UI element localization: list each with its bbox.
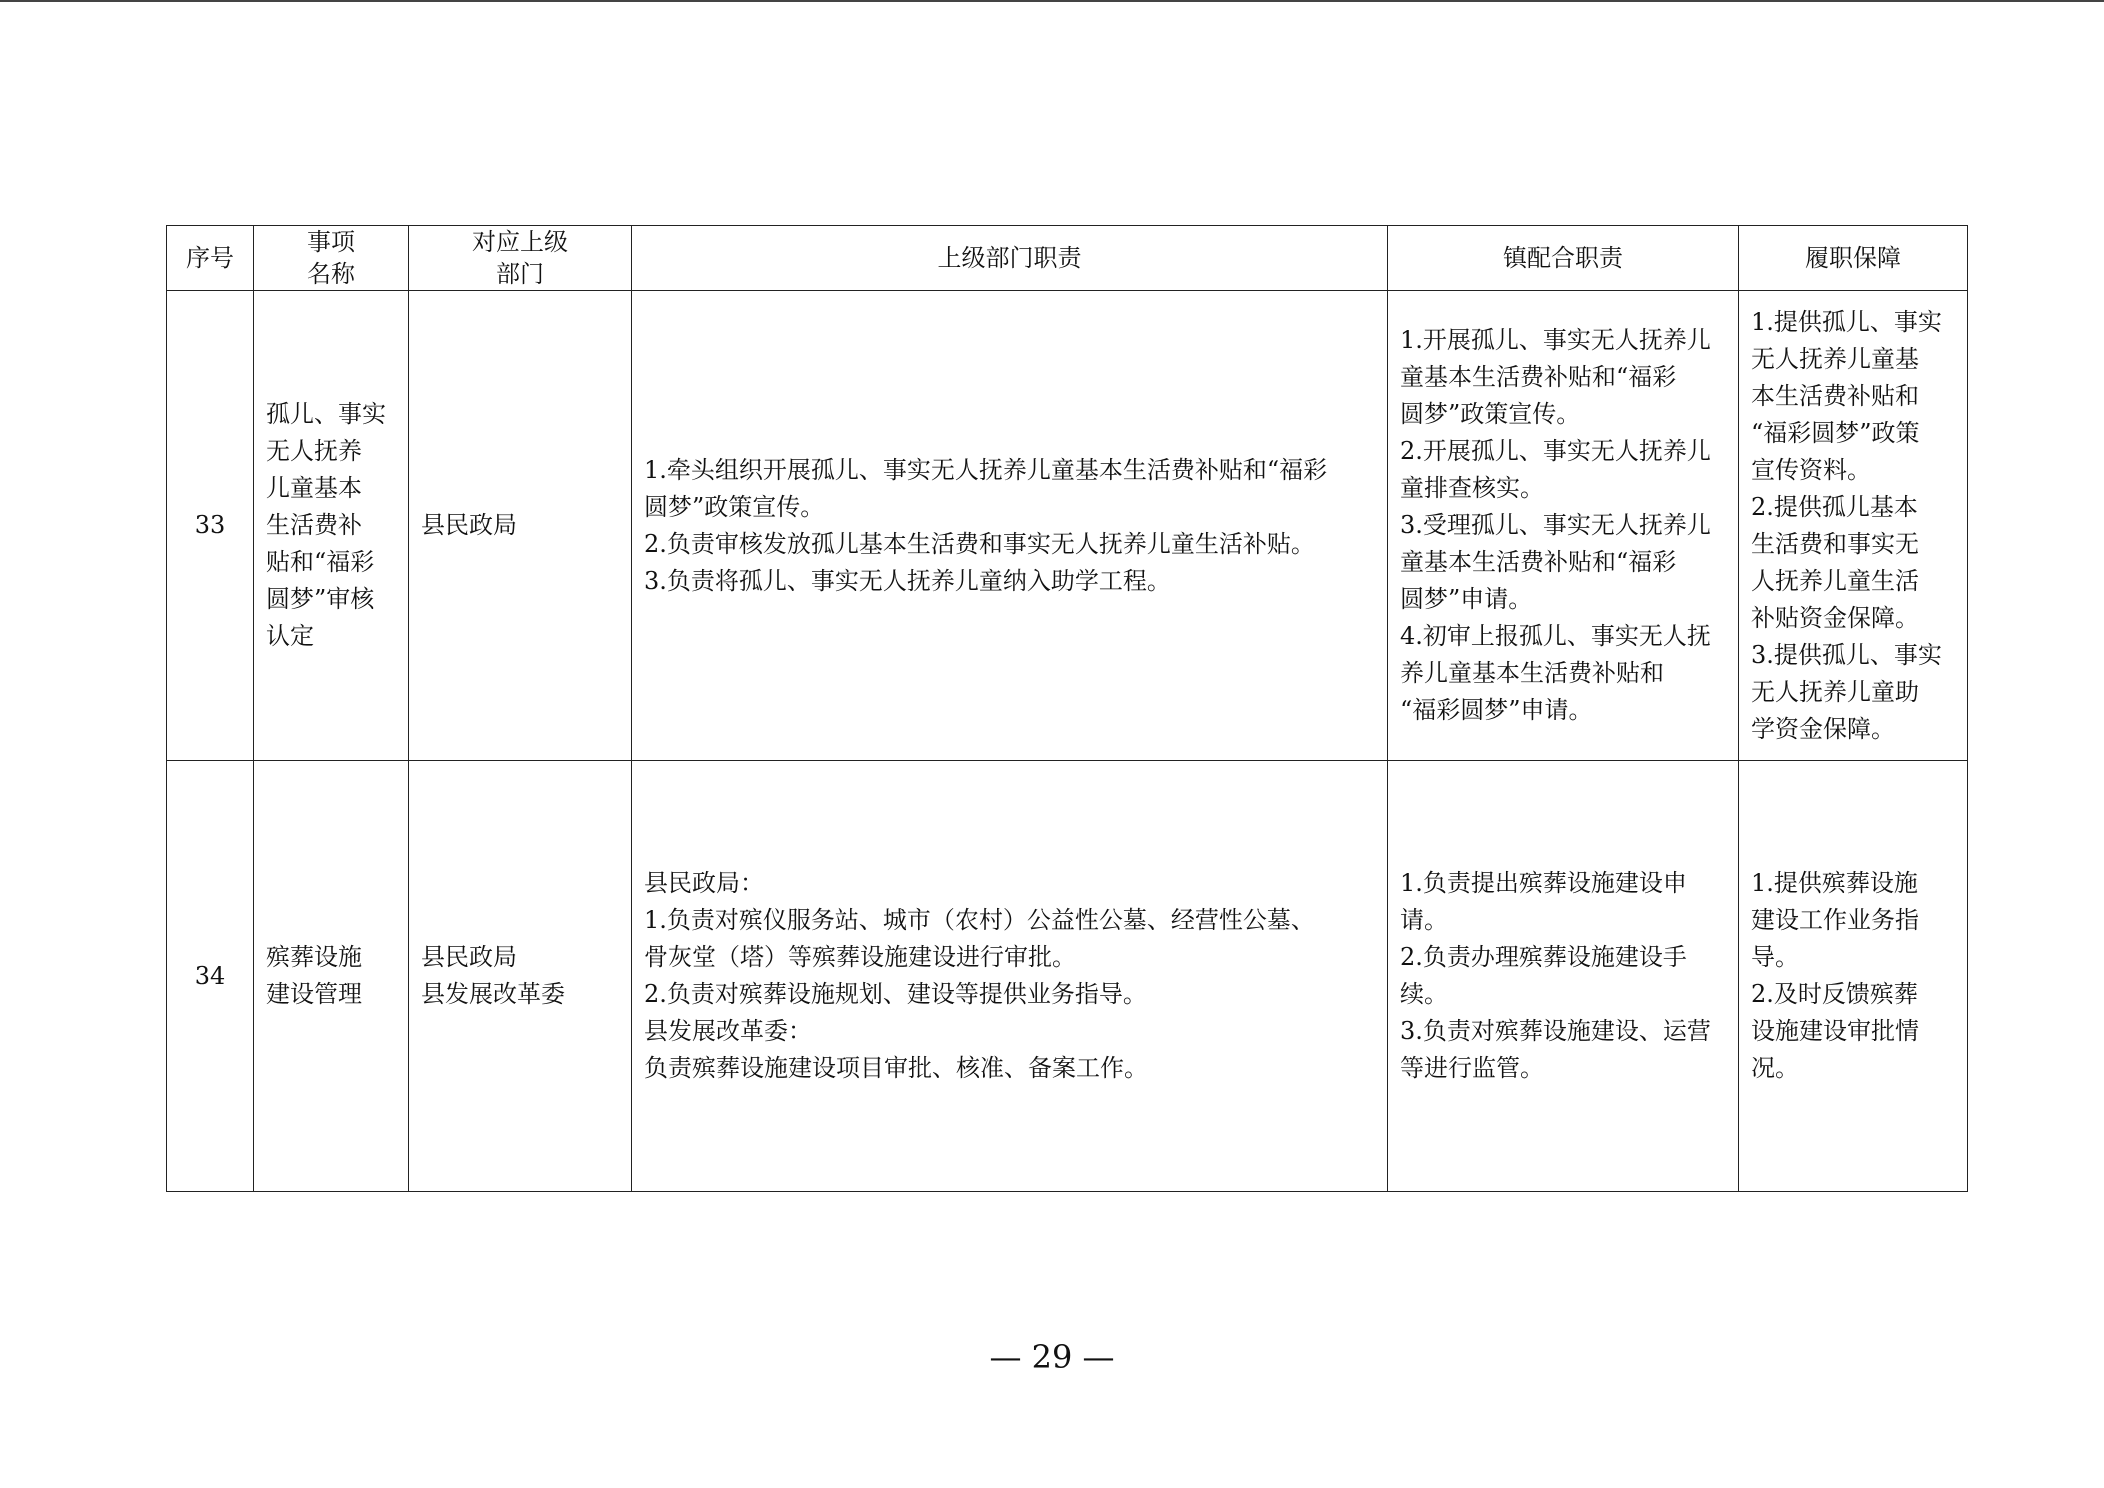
cell-text-line: 2.负责对殡葬设施规划、建设等提供业务指导。	[644, 980, 1147, 1008]
cell-text-line: 请。	[1400, 906, 1448, 934]
header-seq: 序号	[167, 226, 254, 291]
cell-text-line: 骨灰堂（塔）等殡葬设施建设进行审批。	[644, 943, 1076, 971]
cell-text-line: 圆梦”政策宣传。	[644, 492, 825, 521]
cell-text-line: 孤儿、事实	[266, 400, 386, 428]
cell-text-line: 1.提供殡葬设施	[1751, 869, 1918, 897]
cell-text-line: 童基本生活费补贴和“福彩	[1400, 363, 1677, 391]
header-item-line: 名称	[307, 260, 355, 288]
cell-text-line: 1.开展孤儿、事实无人抚养儿	[1400, 326, 1711, 354]
cell-text-line: 建设工作业务指	[1751, 906, 1919, 934]
cell-text-line: 无人抚养	[266, 437, 362, 465]
cell-text-line: 本生活费补贴和	[1751, 381, 1919, 410]
cell-text-line: 县民政局	[421, 943, 517, 971]
cell-guarantee	[1739, 291, 1968, 761]
cell-text-line: 贴和“福彩	[266, 548, 375, 576]
cell-text-line: 圆梦”政策宣传。	[1400, 400, 1581, 428]
cell-text-line: 负责殡葬设施建设项目审批、核准、备案工作。	[644, 1054, 1148, 1082]
cell-text-line: 设施建设审批情	[1751, 1017, 1919, 1045]
cell-item-name	[254, 291, 409, 761]
cell-text-line: 圆梦”申请。	[1400, 585, 1533, 613]
cell-text-line: 2.负责审核发放孤儿基本生活费和事实无人抚养儿童生活补贴。	[644, 529, 1315, 558]
cell-superior-duty	[632, 761, 1388, 1192]
cell-item-name	[254, 761, 409, 1192]
header-dept-line: 对应上级	[472, 228, 568, 256]
cell-text-line: 儿童基本	[266, 474, 362, 502]
cell-text-line: 1.负责对殡仪服务站、城市（农村）公益性公墓、经营性公墓、	[644, 906, 1315, 934]
cell-town-duty	[1388, 291, 1739, 761]
page-number: — 29 —	[989, 1338, 1115, 1376]
cell-seq: 33	[167, 291, 254, 761]
cell-superior-dept	[409, 291, 632, 761]
header-superior-dept	[409, 226, 632, 291]
cell-text-line: 4.初审上报孤儿、事实无人抚	[1400, 622, 1711, 650]
cell-text-line: 生活费和事实无	[1751, 529, 1919, 558]
cell-text-line: 县发展改革委	[421, 980, 565, 1008]
cell-text-line: 学资金保障。	[1751, 714, 1895, 743]
cell-text-line: 2.开展孤儿、事实无人抚养儿	[1400, 437, 1711, 465]
cell-text-line: 童基本生活费补贴和“福彩	[1400, 548, 1677, 576]
header-dept-line: 部门	[496, 260, 544, 288]
header-guarantee: 履职保障	[1739, 226, 1968, 291]
cell-text-line: 宣传资料。	[1751, 455, 1871, 484]
cell-text-line: 殡葬设施	[266, 943, 362, 971]
header-item-line: 事项	[307, 228, 355, 256]
cell-text-line: 认定	[266, 622, 314, 650]
duties-table	[166, 225, 1968, 1192]
cell-text-line: 无人抚养儿童基	[1751, 344, 1919, 373]
cell-text-line: 人抚养儿童生活	[1751, 566, 1919, 595]
table-body	[167, 291, 1968, 1192]
header-superior-duty: 上级部门职责	[632, 226, 1388, 291]
cell-text-line: 况。	[1751, 1054, 1799, 1082]
cell-text-line: 3.负责对殡葬设施建设、运营	[1400, 1017, 1711, 1045]
cell-text-line: 县发展改革委：	[644, 1017, 812, 1045]
table-header-row	[167, 226, 1968, 291]
cell-text-line: 县民政局	[421, 511, 517, 539]
cell-text-line: 2.提供孤儿基本	[1751, 492, 1918, 521]
cell-text-line: 建设管理	[266, 980, 362, 1008]
cell-text-line: 等进行监管。	[1400, 1054, 1544, 1082]
table-row	[167, 291, 1968, 761]
cell-town-duty	[1388, 761, 1739, 1192]
cell-text-line: 导。	[1751, 943, 1799, 971]
cell-text-line: 3.负责将孤儿、事实无人抚养儿童纳入助学工程。	[644, 566, 1171, 595]
table-row	[167, 761, 1968, 1192]
cell-text-line: “福彩圆梦”申请。	[1400, 696, 1593, 724]
cell-text-line: 3.受理孤儿、事实无人抚养儿	[1400, 511, 1711, 539]
cell-text-line: 1.负责提出殡葬设施建设申	[1400, 869, 1687, 897]
cell-text-line: 县民政局：	[644, 869, 764, 897]
cell-text-line: “福彩圆梦”政策	[1751, 418, 1920, 447]
cell-text-line: 2.及时反馈殡葬	[1751, 980, 1918, 1008]
cell-text-line: 补贴资金保障。	[1751, 603, 1919, 632]
cell-guarantee	[1739, 761, 1968, 1192]
cell-seq: 34	[167, 761, 254, 1192]
cell-text-line: 1.牵头组织开展孤儿、事实无人抚养儿童基本生活费补贴和“福彩	[644, 455, 1328, 484]
top-border-rule	[0, 0, 2104, 2]
cell-text-line: 1.提供孤儿、事实	[1751, 307, 1942, 336]
cell-text-line: 无人抚养儿童助	[1751, 677, 1919, 706]
cell-text-line: 养儿童基本生活费补贴和	[1400, 659, 1664, 687]
cell-superior-duty	[632, 291, 1388, 761]
cell-text-line: 2.负责办理殡葬设施建设手	[1400, 943, 1687, 971]
cell-text-line: 童排查核实。	[1400, 474, 1544, 502]
header-item-name	[254, 226, 409, 291]
cell-text-line: 生活费补	[266, 511, 362, 539]
cell-text-line: 圆梦”审核	[266, 585, 375, 613]
cell-text-line: 3.提供孤儿、事实	[1751, 640, 1942, 669]
cell-text-line: 续。	[1400, 980, 1448, 1008]
header-town-duty: 镇配合职责	[1388, 226, 1739, 291]
cell-superior-dept	[409, 761, 632, 1192]
